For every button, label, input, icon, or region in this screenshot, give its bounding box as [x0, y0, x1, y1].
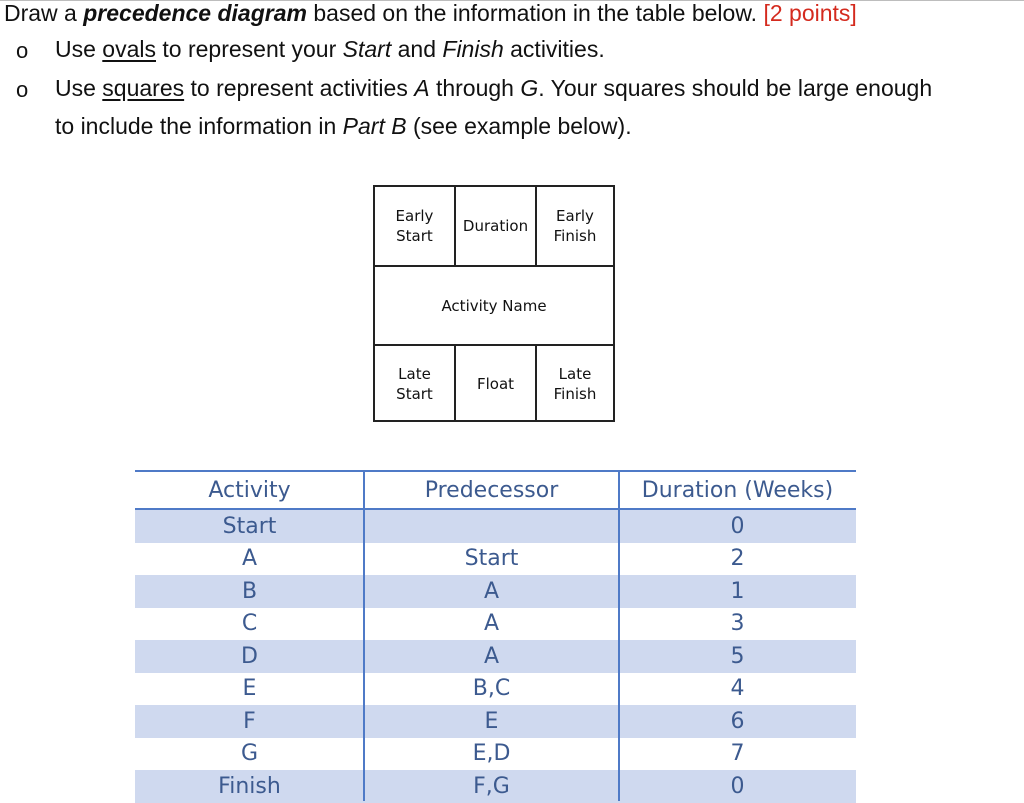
cell-duration: 6 — [730, 708, 745, 734]
activity-name-cell: Activity Name — [441, 296, 547, 315]
table-row — [135, 673, 856, 706]
header-activity: Activity — [208, 477, 291, 503]
table-row — [135, 543, 856, 576]
cell-duration: 2 — [730, 546, 745, 572]
cell-activity: F — [243, 708, 256, 734]
table-row — [135, 640, 856, 673]
cell-activity: B — [241, 578, 258, 604]
bullet-icon: o — [16, 77, 29, 102]
instruction-line-3: Use squares to represent activities A through G. Your squares should be large enough — [55, 75, 933, 101]
cell-activity: A — [241, 546, 258, 572]
activity-table — [135, 470, 856, 803]
cell-activity: G — [240, 741, 259, 767]
table-header-row — [135, 470, 856, 510]
cell-duration: 0 — [730, 773, 745, 799]
cell-predecessor: Start — [464, 546, 519, 572]
table-row — [135, 738, 856, 771]
table-row — [135, 575, 856, 608]
cell-duration: 1 — [730, 578, 745, 604]
cell-activity: D — [241, 643, 258, 669]
cell-predecessor: E — [484, 708, 499, 734]
late-start-cell: Late Start — [396, 365, 433, 403]
cell-predecessor: A — [483, 578, 500, 604]
instruction-line-1: Draw a precedence diagram based on the information in the table below. [2 points] — [4, 0, 857, 26]
header-duration: Duration (Weeks) — [641, 477, 834, 503]
cell-activity: Finish — [218, 773, 281, 799]
cell-activity: C — [241, 611, 258, 637]
early-finish-cell: Early Finish — [553, 207, 597, 245]
cell-duration: 0 — [730, 513, 745, 539]
activity-node-example — [373, 185, 615, 422]
points-label: [2 points] — [763, 0, 857, 26]
instruction-line-4: to include the information in Part B (see example below). — [55, 113, 632, 139]
table-row — [135, 510, 856, 543]
bullet-icon: o — [16, 38, 29, 63]
table-row — [135, 770, 856, 803]
float-cell: Float — [476, 375, 515, 393]
cell-predecessor: A — [483, 611, 500, 637]
table-column-divider — [363, 470, 365, 801]
cell-predecessor: F,G — [473, 773, 510, 799]
duration-cell: Duration — [462, 217, 529, 235]
table-column-divider — [618, 470, 620, 801]
cell-duration: 4 — [730, 676, 745, 702]
instruction-line-2: Use ovals to represent your Start and Finish activities. — [55, 36, 605, 62]
header-predecessor: Predecessor — [424, 477, 559, 503]
cell-activity: E — [242, 676, 257, 702]
cell-duration: 7 — [730, 741, 745, 767]
cell-duration: 5 — [730, 643, 745, 669]
cell-activity: Start — [222, 513, 277, 539]
table-row — [135, 705, 856, 738]
late-finish-cell: Late Finish — [553, 365, 597, 403]
early-start-cell: Early Start — [395, 207, 434, 245]
cell-predecessor — [364, 510, 619, 543]
table-row — [135, 608, 856, 641]
cell-predecessor: A — [483, 643, 500, 669]
cell-predecessor: E,D — [472, 741, 511, 767]
cell-predecessor: B,C — [472, 676, 511, 702]
cell-duration: 3 — [730, 611, 745, 637]
